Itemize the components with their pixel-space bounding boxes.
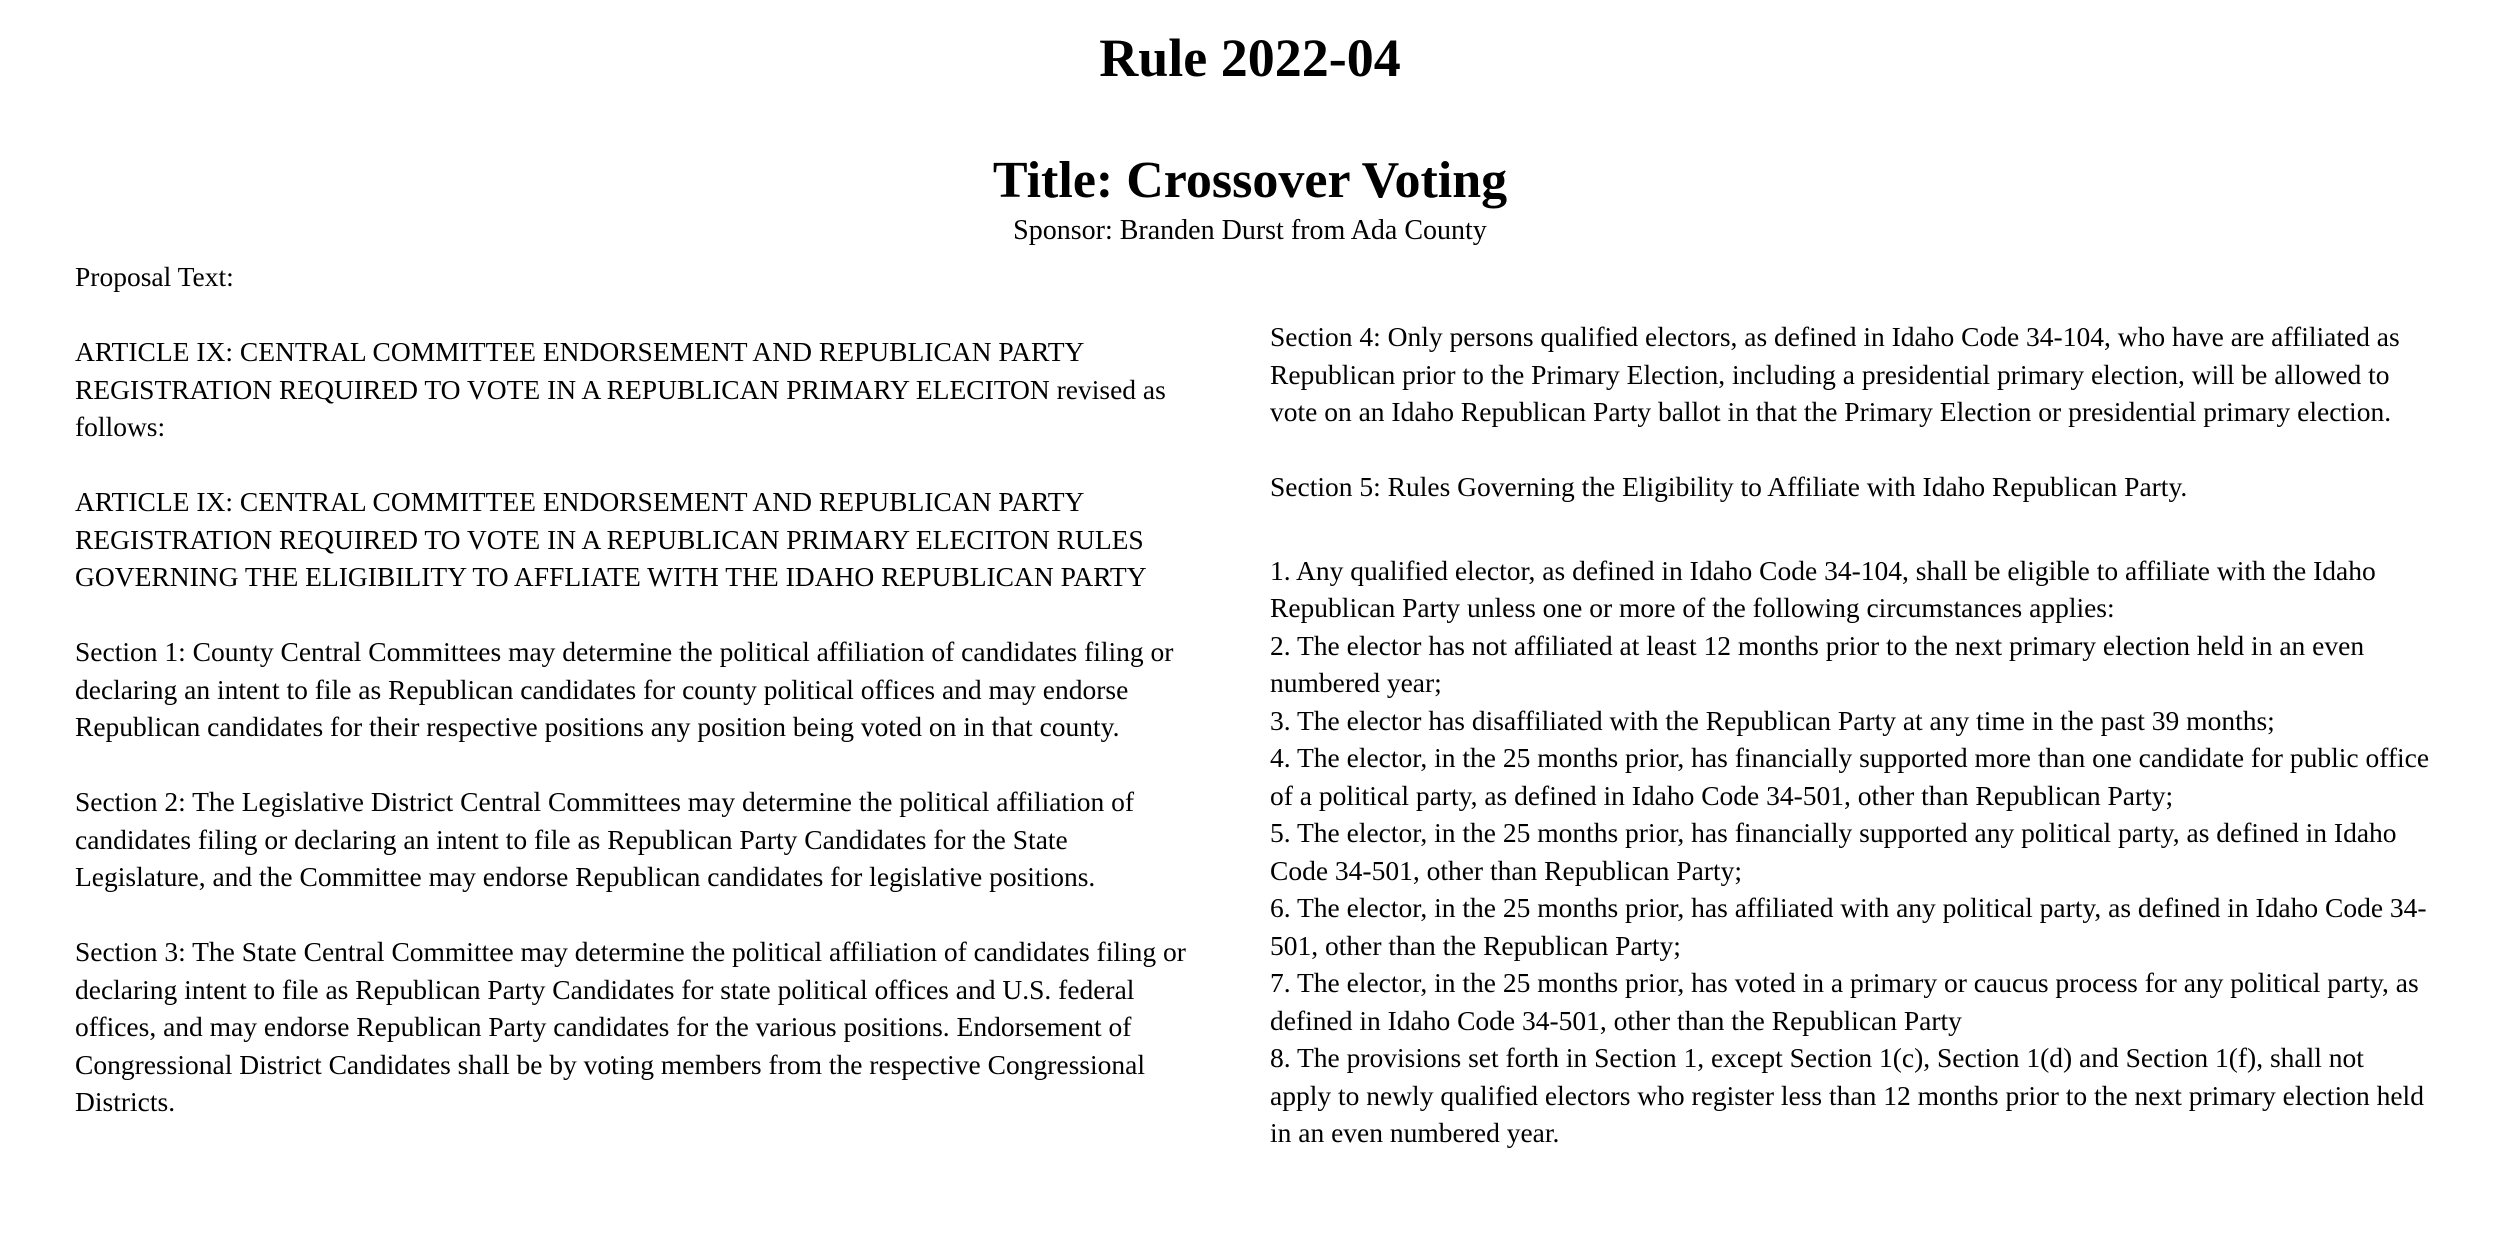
section-2-paragraph: Section 2: The Legislative District Central Committees may determine the political affiliation of candidates filing or declaring an intent to file as Republican Party Candidates for the State Legislature, and the Committee may endorse Republican candidates for legislative positions. [75,786,1134,892]
document-title: Title: Crossover Voting [992,152,1508,209]
list-item: 3. The elector has disaffiliated with the Republican Party at any time in the past 39 months; [1270,704,2275,736]
list-item: 7. The elector, in the 25 months prior, has voted in a primary or caucus process for any political party, as defined in Idaho Code 34-501, other than the Republican Party [1270,967,2419,1036]
list-item: 1. Any qualified elector, as defined in Idaho Code 34-104, shall be eligible to affiliate with the Idaho Republican Party unless one or more of the following circumstances applies: [1270,554,2376,623]
list-item: 8. The provisions set forth in Section 1, except Section 1(c), Section 1(d) and Section 1(f), shall not apply to newly qualified electors who register less than 12 months prior to the next primary election held in an even numbered year. [1270,1042,2424,1148]
proposal-text-label: Proposal Text: [75,261,234,292]
left-column [75,258,1195,1158]
section-3-paragraph: Section 3: The State Central Committee may determine the political affiliation of candidates filing or declaring intent to file as Republican Party Candidates for state political offices and U.S. federal offices, and may endorse Republican Party candidates for the various positions. Endorsement of Congressional District Candidates shall be by voting members from the respective Congressional Districts. [75,936,1186,1117]
list-item: 2. The elector has not affiliated at least 12 months prior to the next primary election held in an even numbered year; [1270,629,2365,698]
article-revised-heading: ARTICLE IX: CENTRAL COMMITTEE ENDORSEMENT AND REPUBLICAN PARTY REGISTRATION REQUIRED TO VOTE IN A REPUBLICAN PRIMARY ELECITON RULES GOVERNING THE ELIGIBILITY TO AFFLIATE WITH THE IDAHO REPUBLICAN PARTY [75,486,1147,592]
right-column [1270,318,2430,1152]
sponsor-line: Sponsor: Branden Durst from Ada County [1013,215,1487,246]
rule-number-heading: Rule 2022-04 [1099,28,1401,88]
section-5-heading: Section 5: Rules Governing the Eligibility to Affiliate with Idaho Republican Party. [1270,471,2188,502]
list-item: 4. The elector, in the 25 months prior, has financially supported more than one candidate for public office of a political party, as defined in Idaho Code 34-501, other than Republican Party; [1270,742,2430,811]
list-item: 6. The elector, in the 25 months prior, has affiliated with any political party, as defined in Idaho Code 34-501, other than the Republican Party; [1270,892,2427,961]
section-4-paragraph: Section 4: Only persons qualified electors, as defined in Idaho Code 34-104, who have are affiliated as Republican prior to the Primary Election, including a presidential primary election, will be allowed to vote on an Idaho Republican Party ballot in that the Primary Election or presidential primary election. [1270,321,2400,427]
list-item: 5. The elector, in the 25 months prior, has financially supported any political party, as defined in Idaho Code 34-501, other than Republican Party; [1270,817,2397,886]
eligibility-list [1270,552,2430,1152]
section-1-paragraph: Section 1: County Central Committees may determine the political affiliation of candidates filing or declaring an intent to file as Republican candidates for county political offices and may endorse Republican candidates for their respective positions any position being voted on in that county. [75,636,1174,742]
article-intro-paragraph: ARTICLE IX: CENTRAL COMMITTEE ENDORSEMENT AND REPUBLICAN PARTY REGISTRATION REQUIRED TO VOTE IN A REPUBLICAN PRIMARY ELECITON revised as follows: [75,336,1166,442]
